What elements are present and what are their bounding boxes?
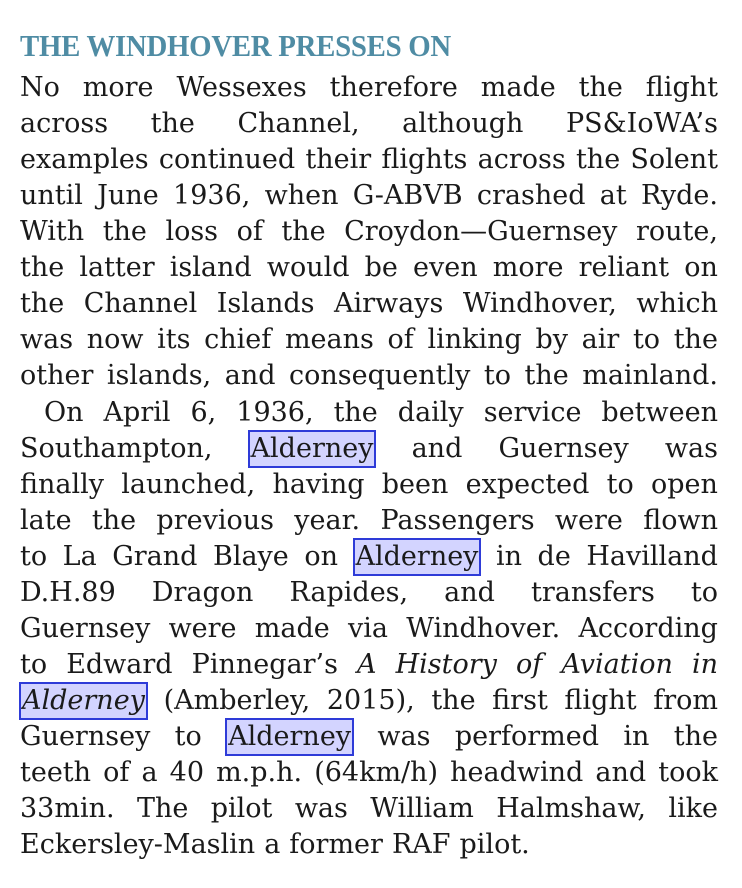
word: Solent xyxy=(630,144,718,175)
text-line xyxy=(20,178,718,214)
word: the xyxy=(20,288,65,319)
word: Ryde. xyxy=(641,180,718,211)
word: latter xyxy=(79,252,155,283)
text-line xyxy=(20,755,718,791)
text-line xyxy=(20,575,718,611)
word: 6, xyxy=(190,397,217,428)
word: was xyxy=(20,324,74,355)
book-title-word: A xyxy=(357,649,377,680)
word: to xyxy=(690,577,718,608)
word: mainland. xyxy=(582,360,718,391)
word: reliant xyxy=(578,252,670,283)
word: although xyxy=(402,108,524,139)
word: the xyxy=(20,252,65,283)
word: According xyxy=(578,613,718,644)
word: On xyxy=(44,397,84,428)
book-title-word: in xyxy=(691,649,718,680)
word: expected xyxy=(465,469,590,500)
word: via xyxy=(347,613,388,644)
word: now xyxy=(86,324,144,355)
word: D.H.89 xyxy=(20,577,116,608)
word: were xyxy=(554,505,623,536)
word: of xyxy=(387,324,414,355)
word: of xyxy=(103,757,130,788)
word: G-ABVB xyxy=(352,180,463,211)
word: the xyxy=(91,505,137,536)
highlighted-word[interactable]: Alderney xyxy=(249,431,376,467)
word: June xyxy=(97,180,159,211)
text-line xyxy=(20,214,718,250)
word: former xyxy=(289,829,383,860)
text-line xyxy=(20,322,718,358)
word: chief xyxy=(204,324,272,355)
word: The xyxy=(136,793,189,824)
word: Islands xyxy=(216,288,315,319)
word: loss xyxy=(165,216,219,247)
text-line xyxy=(20,611,718,647)
word: transfers xyxy=(531,577,655,608)
word: therefore xyxy=(329,72,458,103)
word: a xyxy=(264,829,281,860)
word: the xyxy=(578,72,623,103)
word: on xyxy=(684,252,718,283)
text-line xyxy=(44,395,718,431)
word: William xyxy=(370,793,474,824)
word: daily xyxy=(397,397,464,428)
highlighted-word[interactable]: Alderney xyxy=(20,683,147,719)
word: made xyxy=(254,613,330,644)
word: across xyxy=(20,108,109,139)
text-line: Alderney (Amberley, 2015), the first flight from xyxy=(20,683,718,719)
word: the xyxy=(575,144,621,175)
section-heading: THE WINDHOVER PRESSES ON xyxy=(20,28,451,63)
word: the xyxy=(673,324,718,355)
word: to xyxy=(632,324,661,355)
word: launched, xyxy=(121,469,256,500)
word: No xyxy=(20,72,60,103)
highlighted-word[interactable]: Alderney xyxy=(226,719,353,755)
word: Windhover, xyxy=(462,288,617,319)
word: like xyxy=(668,793,718,824)
word: was xyxy=(294,793,348,824)
word: be xyxy=(364,252,398,283)
word: made xyxy=(480,72,556,103)
text-line xyxy=(20,70,718,106)
word: service xyxy=(483,397,582,428)
word: previous xyxy=(156,505,274,536)
word: Rapides, xyxy=(289,577,409,608)
word: Eckersley-Maslin xyxy=(20,829,256,860)
word: open xyxy=(651,469,718,500)
word: were xyxy=(168,613,237,644)
word: teeth xyxy=(20,757,92,788)
word: their xyxy=(305,144,372,175)
word: examples xyxy=(20,144,149,175)
word: 40 xyxy=(169,757,204,788)
word: Dragon xyxy=(151,577,254,608)
word: having xyxy=(272,469,365,500)
word: took xyxy=(658,757,718,788)
text-line: to La Grand Blaye on Alderney in de Havilland xyxy=(20,539,718,575)
word: by xyxy=(535,324,568,355)
word: of xyxy=(236,216,263,247)
word: Guernsey xyxy=(20,613,151,644)
word: pilot xyxy=(210,793,273,824)
word: crashed xyxy=(476,180,586,211)
text-line: Southampton, Alderney and Guernsey was xyxy=(20,431,718,467)
highlighted-word[interactable]: Alderney xyxy=(354,539,481,575)
word: Airways xyxy=(334,288,444,319)
word: even xyxy=(413,252,478,283)
word: headwind xyxy=(450,757,584,788)
word: air xyxy=(581,324,620,355)
word: finally xyxy=(20,469,105,500)
word: across xyxy=(477,144,566,175)
word: to xyxy=(606,469,634,500)
word: its xyxy=(157,324,191,355)
text-line xyxy=(20,827,718,863)
word: (64km/h) xyxy=(314,757,439,788)
word: and xyxy=(595,757,647,788)
word: would xyxy=(266,252,350,283)
word: RAF xyxy=(391,829,451,860)
book-title-word: History xyxy=(395,649,497,680)
word: Channel, xyxy=(237,108,360,139)
word: islands, xyxy=(106,360,212,391)
word: Croydon—Guernsey xyxy=(344,216,618,247)
word: flown xyxy=(643,505,718,536)
word: 33min. xyxy=(20,793,115,824)
word: consequently xyxy=(289,360,471,391)
word: other xyxy=(20,360,94,391)
text-line xyxy=(20,250,718,286)
word: been xyxy=(381,469,449,500)
word: linking xyxy=(427,324,522,355)
text-line xyxy=(20,467,718,503)
text-line: to Edward Pinnegar’s A History of Aviation in xyxy=(20,647,718,683)
word: more xyxy=(492,252,564,283)
word: 1936, xyxy=(236,397,314,428)
word: island xyxy=(169,252,252,283)
word: year. xyxy=(294,505,361,536)
word: late xyxy=(20,505,72,536)
word: between xyxy=(601,397,718,428)
word: at xyxy=(599,180,627,211)
word: the xyxy=(524,360,569,391)
text-line xyxy=(20,503,718,539)
word: the xyxy=(333,397,378,428)
word: to xyxy=(483,360,512,391)
word: route, xyxy=(635,216,718,247)
word: 1936, xyxy=(173,180,251,211)
word: PS&IoWA’s xyxy=(565,108,718,139)
word: when xyxy=(264,180,339,211)
word: m.p.h. xyxy=(216,757,303,788)
word: April xyxy=(103,397,171,428)
text-line xyxy=(20,142,718,178)
word: pilot. xyxy=(459,829,530,860)
text-line xyxy=(20,286,718,322)
word: Wessexes xyxy=(176,72,307,103)
word: and xyxy=(224,360,276,391)
word: the xyxy=(102,216,147,247)
text-line xyxy=(20,358,718,394)
word: a xyxy=(141,757,158,788)
word: Windhover. xyxy=(406,613,561,644)
word: flights xyxy=(381,144,468,175)
book-title-word: Aviation xyxy=(561,649,673,680)
word: means xyxy=(284,324,374,355)
word: and xyxy=(444,577,495,608)
word: which xyxy=(636,288,718,319)
word: the xyxy=(150,108,195,139)
word: the xyxy=(281,216,326,247)
word: until xyxy=(20,180,83,211)
text-line xyxy=(20,791,718,827)
text-line xyxy=(20,106,718,142)
word: flight xyxy=(645,72,718,103)
word: more xyxy=(82,72,154,103)
word: With xyxy=(20,216,85,247)
word: Passengers xyxy=(380,505,535,536)
book-title-word: of xyxy=(516,649,543,680)
word: continued xyxy=(158,144,296,175)
text-line: Guernsey to Alderney was performed in the xyxy=(20,719,718,755)
word: Channel xyxy=(83,288,198,319)
word: Halmshaw, xyxy=(496,793,646,824)
